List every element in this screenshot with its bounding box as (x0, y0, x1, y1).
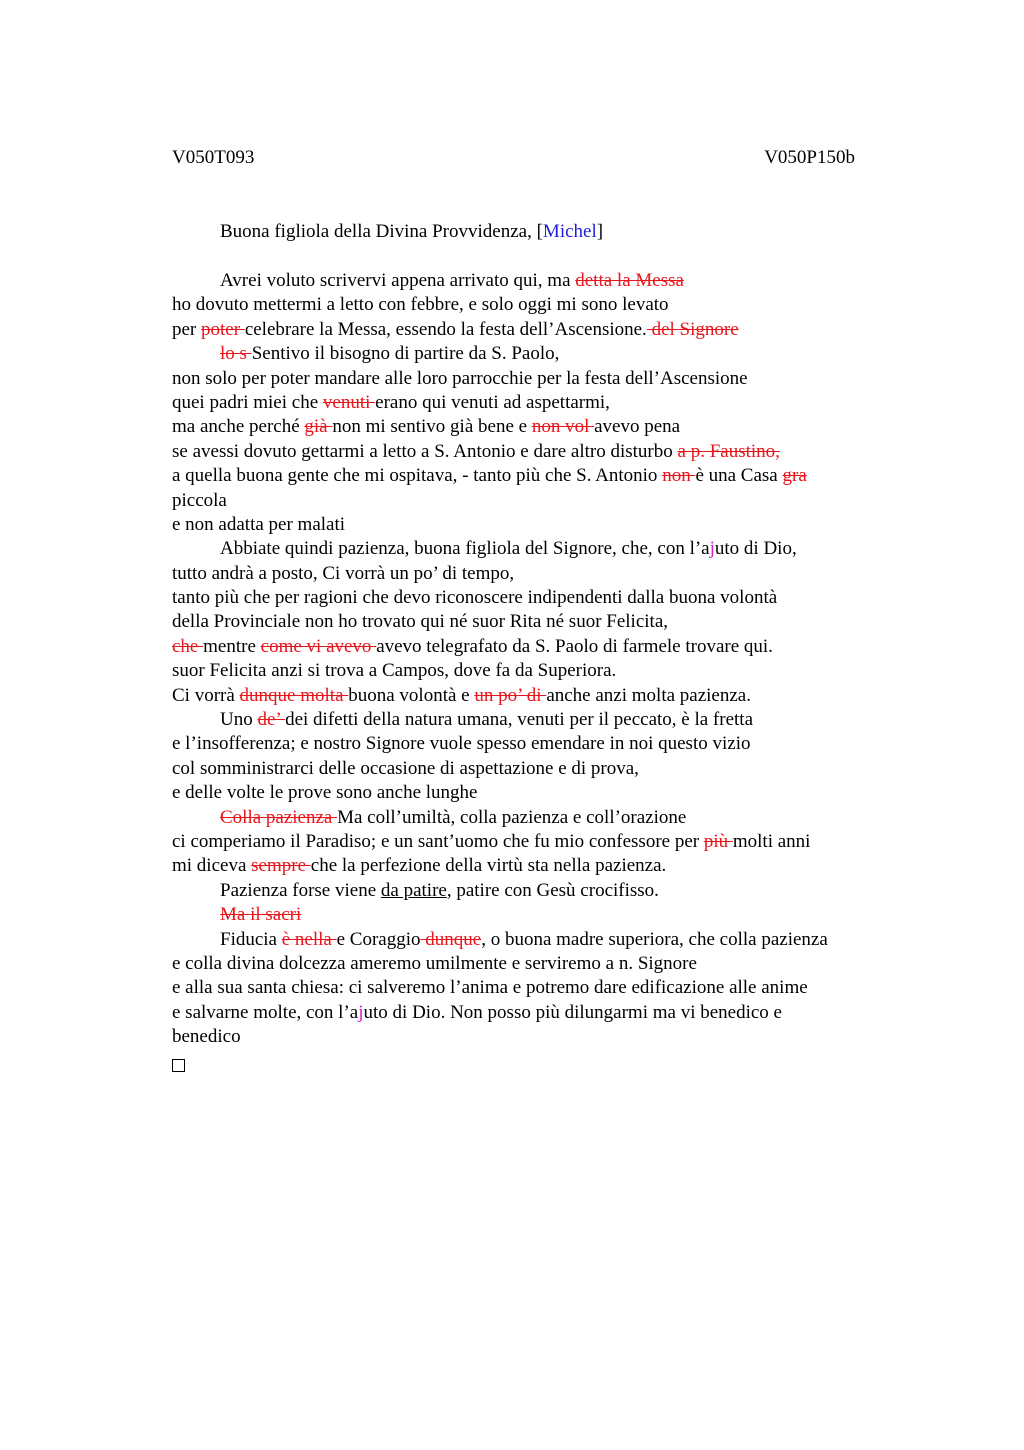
letter-line (172, 464, 892, 488)
deleted-text: de’ (257, 709, 286, 731)
letter-line (172, 1025, 892, 1049)
deleted-text: a p. Faustino, (677, 440, 780, 462)
text-segment: e salvarne molte, con l’a (172, 1001, 359, 1023)
letter-line (172, 269, 892, 293)
text-segment: e Coraggio (336, 928, 421, 950)
bracket-open: [ (536, 221, 543, 242)
end-of-text-box-icon (172, 1053, 185, 1077)
text-segment: dei difetti della natura umana, venuti per il peccato, è la fretta (285, 709, 754, 731)
text-segment: buona volontà e (348, 684, 475, 706)
text-segment: tanto più che per ragioni che devo riconoscere indipendenti dalla buona volontà (172, 587, 778, 609)
text-segment: erano qui venuti ad aspettarmi, (375, 391, 610, 413)
deleted-text: poter (201, 318, 245, 340)
letter-line (172, 293, 892, 317)
deleted-text: detta la Messa (575, 270, 684, 291)
inserted-text: j (358, 1001, 364, 1023)
text-segment: è una Casa (695, 465, 783, 487)
text-segment: avevo pena (594, 416, 681, 438)
text-segment: quei padri miei che (172, 391, 323, 413)
letter-line (172, 806, 892, 830)
text-segment: a quella buona gente che mi ospitava, - tanto più che S. Antonio (172, 465, 663, 487)
letter-body (172, 269, 892, 1050)
text-segment: Avrei voluto scrivervi appena arrivato qui, ma (220, 270, 576, 291)
text-segment: tutto andrà a posto, Ci vorrà un po’ di tempo, (172, 562, 515, 584)
document-code-right: V050P150b (764, 147, 855, 168)
text-segment: non mi sentivo già bene e (332, 416, 532, 438)
text-segment: uto di Dio, (714, 538, 797, 560)
text-segment: e delle volte le prove sono anche lunghe (172, 782, 478, 804)
letter-line (172, 952, 892, 976)
letter-line (172, 781, 892, 805)
text-segment: anche anzi molta pazienza. (546, 684, 751, 706)
letter-line (172, 318, 892, 342)
letter-line (172, 635, 892, 659)
letter-line (172, 1001, 892, 1025)
letter-line (172, 367, 892, 391)
text-segment: Ci vorrà (172, 684, 240, 706)
letter-line (172, 903, 892, 927)
deleted-text: sempre (251, 855, 311, 877)
text-segment: suor Felicita anzi si trova a Campos, dove fa da Superiora. (172, 660, 617, 682)
deleted-text: come vi avevo (260, 635, 377, 657)
letter-line (172, 391, 892, 415)
text-segment: ma anche perché (172, 416, 305, 438)
underlined-text: da patire (380, 879, 447, 901)
letter-line (172, 586, 892, 610)
text-segment: se avessi dovuto gettarmi a letto a S. Antonio e dare altro disturbo (172, 440, 678, 462)
letter-line (172, 659, 892, 683)
letter-line (172, 757, 892, 781)
letter-line (172, 562, 892, 586)
letter-line (172, 513, 892, 537)
text-segment: mentre (203, 635, 261, 657)
text-segment: che la perfezione della virtù sta nella pazienza. (310, 855, 667, 877)
text-segment: e non adatta per malati (172, 513, 346, 535)
text-segment: ho dovuto mettermi a letto con febbre, e solo oggi mi sono levato (172, 294, 669, 316)
text-segment: , o buona madre superiora, che colla pazienza (481, 928, 828, 950)
letter-line (172, 537, 892, 561)
deleted-text: già (304, 416, 333, 438)
text-segment: e colla divina dolcezza ameremo umilmente e serviremo a n. Signore (172, 952, 697, 974)
letter-line (172, 928, 892, 952)
deleted-text: dunque molta (239, 684, 349, 706)
deleted-text: del Signore (646, 318, 739, 340)
deleted-text: venuti (322, 391, 376, 413)
deleted-text: un po’ di (474, 684, 547, 706)
text-segment: avevo telegrafato da S. Paolo di farmele trovare qui. (376, 635, 773, 657)
letter-line (172, 879, 892, 903)
text-segment: Sentivo il bisogno di partire da S. Paolo, (251, 343, 560, 365)
text-segment: Abbiate quindi pazienza, buona figliola del Signore, che, con l’a (220, 538, 710, 560)
text-segment: celebrare la Messa, essendo la festa dell’Ascensione. (244, 318, 647, 340)
text-segment: piccola (172, 489, 227, 511)
deleted-text: non (662, 465, 696, 487)
deleted-text: gra (782, 465, 807, 487)
letter-line (172, 830, 892, 854)
letter-line (172, 342, 892, 366)
deleted-text: non vol (531, 416, 595, 438)
salutation-text: Buona figliola della Divina Provvidenza, (220, 221, 537, 242)
bracket-close: ] (596, 221, 604, 242)
letter-line (172, 415, 892, 439)
recipient-name-note: Michel (542, 221, 597, 242)
deleted-text: Ma il sacri (220, 904, 302, 926)
inserted-text: j (709, 538, 715, 560)
text-segment: , patire con Gesù crocifisso. (446, 879, 659, 901)
text-segment: col somministrarci delle occasione di aspettazione e di prova, (172, 757, 639, 779)
text-segment: ci comperiamo il Paradiso; e un sant’uomo che fu mio confessore per (172, 830, 704, 852)
deleted-text: dunque (420, 928, 482, 950)
letter-line (172, 684, 892, 708)
letter-line (172, 440, 892, 464)
text-segment: e l’insofferenza; e nostro Signore vuole spesso emendare in noi questo vizio (172, 733, 751, 755)
text-segment: e alla sua santa chiesa: ci salveremo l’anima e potremo dare edificazione alle anime (172, 977, 808, 999)
text-segment: molti anni (732, 830, 811, 852)
text-segment: uto di Dio. Non posso più dilungarmi ma vi benedico e (363, 1001, 782, 1023)
text-segment: benedico (172, 1026, 241, 1048)
text-segment: Uno (220, 709, 258, 731)
text-segment: Ma coll’umiltà, colla pazienza e coll’orazione (337, 806, 687, 828)
letter-line (172, 854, 892, 878)
letter-line (172, 489, 892, 513)
salutation (220, 220, 603, 244)
text-segment: non solo per poter mandare alle loro parrocchie per la festa dell’Ascensione (172, 367, 748, 389)
deleted-text: più (703, 830, 733, 852)
letter-line (172, 708, 892, 732)
text-segment: della Provinciale non ho trovato qui né suor Rita né suor Felicita, (172, 611, 669, 633)
letter-line (172, 732, 892, 756)
text-segment: Fiducia (220, 928, 282, 950)
deleted-text: Colla pazienza (220, 806, 338, 828)
document-code-left: V050T093 (172, 147, 255, 168)
text-segment: Pazienza forse viene (220, 879, 381, 901)
letter-line (172, 976, 892, 1000)
text-segment: mi diceva (172, 855, 252, 877)
deleted-text: lo s (220, 343, 252, 365)
letter-line (172, 610, 892, 634)
deleted-text: che (172, 635, 204, 657)
deleted-text: è nella (281, 928, 337, 950)
text-segment: per (172, 318, 202, 340)
